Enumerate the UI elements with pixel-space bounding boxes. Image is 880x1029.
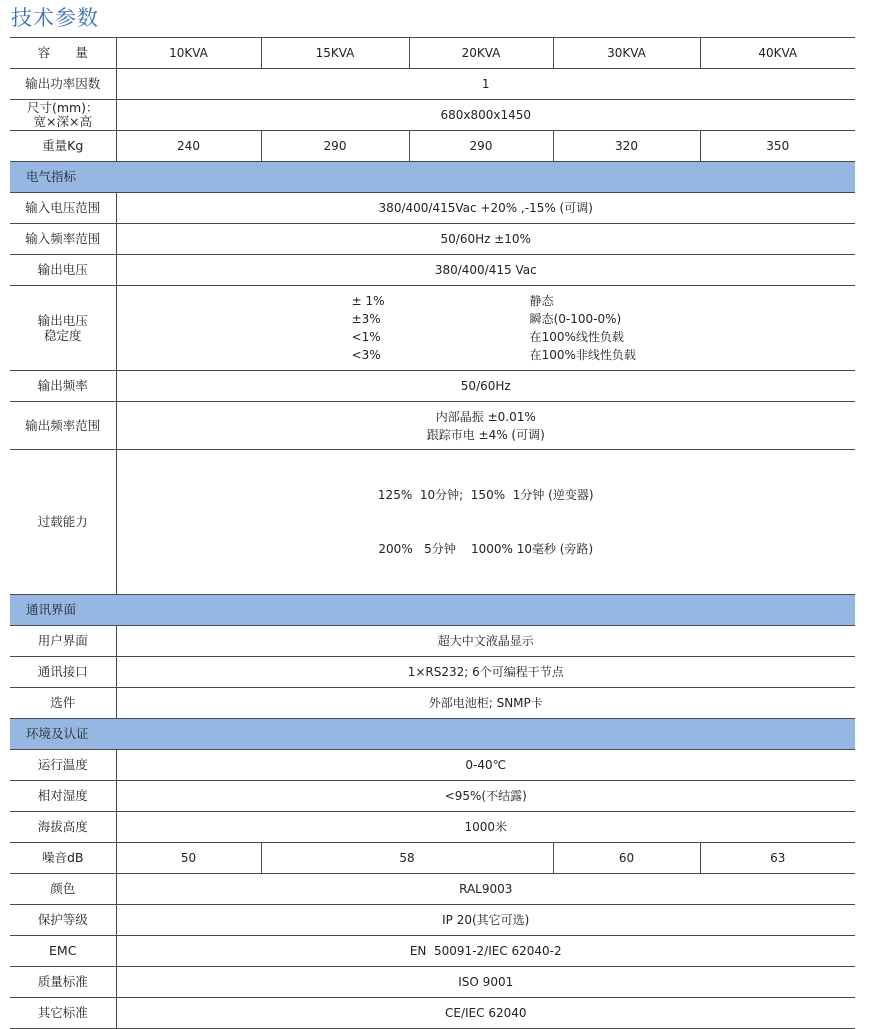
dimensions-value: 680x800x1450 xyxy=(116,100,855,131)
other-standard-value: CE/IEC 62040 xyxy=(116,998,855,1029)
weight-15kva: 290 xyxy=(261,131,409,162)
other-standard-label: 其它标准 xyxy=(10,998,116,1029)
color-value: RAL9003 xyxy=(116,874,855,905)
frequency-range-label: 输出频率范围 xyxy=(10,402,116,450)
overload-line1: 125% 10分钟; 150% 1分钟 (逆变器) xyxy=(377,488,594,502)
table-row xyxy=(10,998,855,1029)
user-interface-label: 用户界面 xyxy=(10,626,116,657)
table-row xyxy=(10,286,855,371)
capacity-label: 容 量 xyxy=(10,38,116,69)
emc-value: EN 50091-2/IEC 62040-2 xyxy=(116,936,855,967)
table-row xyxy=(10,843,855,874)
stability-condition: 瞬态(0-100-0%) xyxy=(529,312,622,326)
list-item xyxy=(352,328,636,346)
list-item xyxy=(352,310,636,328)
capacity-10kva: 10KVA xyxy=(116,38,261,69)
table-row xyxy=(10,657,855,688)
table-row xyxy=(10,905,855,936)
frequency-range-line1: 内部晶振 ±0.01% xyxy=(435,409,536,424)
output-voltage-value: 380/400/415 Vac xyxy=(116,255,855,286)
weight-40kva: 350 xyxy=(700,131,855,162)
stability-condition: 在100%线性负载 xyxy=(529,330,624,344)
operating-temp-label: 运行温度 xyxy=(10,750,116,781)
protection-value: IP 20(其它可选) xyxy=(116,905,855,936)
table-row xyxy=(10,402,855,450)
humidity-label: 相对湿度 xyxy=(10,781,116,812)
table-row xyxy=(10,688,855,719)
table-row xyxy=(10,936,855,967)
stability-value: ± 1% xyxy=(351,294,385,308)
overload-value xyxy=(116,450,855,595)
input-voltage-label: 输入电压范围 xyxy=(10,193,116,224)
humidity-value: <95%(不结露) xyxy=(116,781,855,812)
altitude-value: 1000米 xyxy=(116,812,855,843)
weight-10kva: 240 xyxy=(116,131,261,162)
dimensions-label-line2: 宽×深×高 xyxy=(33,114,92,129)
section-header-comm xyxy=(10,595,855,626)
spec-table xyxy=(10,37,855,1029)
table-row xyxy=(10,812,855,843)
noise-label: 噪音dB xyxy=(10,843,116,874)
comm-port-label: 通讯接口 xyxy=(10,657,116,688)
altitude-label: 海拔高度 xyxy=(10,812,116,843)
stability-value: ±3% xyxy=(351,312,381,326)
stability-value: <1% xyxy=(351,330,381,344)
table-row xyxy=(10,224,855,255)
protection-label: 保护等级 xyxy=(10,905,116,936)
table-row xyxy=(10,38,855,69)
output-frequency-label: 输出频率 xyxy=(10,371,116,402)
capacity-20kva: 20KVA xyxy=(409,38,553,69)
table-row xyxy=(10,100,855,131)
section-title-environment: 环境及认证 xyxy=(10,719,855,750)
overload-line2: 200% 5分钟 1000% 10毫秒 (旁路) xyxy=(378,542,594,556)
dimensions-label xyxy=(10,100,116,131)
voltage-stability-value xyxy=(116,286,855,371)
quality-standard-value: ISO 9001 xyxy=(116,967,855,998)
output-frequency-value: 50/60Hz xyxy=(116,371,855,402)
section-header-environment xyxy=(10,719,855,750)
table-row xyxy=(10,371,855,402)
input-voltage-value: 380/400/415Vac +20% ,-15% (可调) xyxy=(116,193,855,224)
voltage-stability-label-line1: 输出电压 xyxy=(37,313,88,328)
color-label: 颜色 xyxy=(10,874,116,905)
frequency-range-line2: 跟踪市电 ±4% (可调) xyxy=(426,427,545,442)
capacity-40kva: 40KVA xyxy=(700,38,855,69)
stability-value: <3% xyxy=(351,348,381,362)
table-row xyxy=(10,874,855,905)
emc-label: EMC xyxy=(10,936,116,967)
overload-label: 过载能力 xyxy=(10,450,116,595)
options-label: 选件 xyxy=(10,688,116,719)
table-row xyxy=(10,193,855,224)
noise-40kva: 63 xyxy=(700,843,855,874)
section-title-electrical: 电气指标 xyxy=(10,162,855,193)
section-title-comm: 通讯界面 xyxy=(10,595,855,626)
operating-temp-value: 0-40℃ xyxy=(116,750,855,781)
noise-10kva: 50 xyxy=(116,843,261,874)
pf-label: 输出功率因数 xyxy=(10,69,116,100)
output-voltage-label: 输出电压 xyxy=(10,255,116,286)
capacity-30kva: 30KVA xyxy=(553,38,700,69)
capacity-15kva: 15KVA xyxy=(261,38,409,69)
table-row xyxy=(10,450,855,595)
noise-30kva: 60 xyxy=(553,843,700,874)
table-row xyxy=(10,131,855,162)
weight-label: 重量Kg xyxy=(10,131,116,162)
stability-condition: 静态 xyxy=(529,294,554,308)
stability-condition: 在100%非线性负载 xyxy=(529,348,636,362)
dimensions-label-line1: 尺寸(mm)： xyxy=(26,100,99,115)
table-row xyxy=(10,750,855,781)
stability-list xyxy=(352,292,636,364)
voltage-stability-label-line2: 稳定度 xyxy=(43,328,82,343)
input-frequency-value: 50/60Hz ±10% xyxy=(116,224,855,255)
input-frequency-label: 输入频率范围 xyxy=(10,224,116,255)
page-title: 技术参数 xyxy=(11,6,99,30)
frequency-range-value xyxy=(116,402,855,450)
table-row xyxy=(10,967,855,998)
weight-20kva: 290 xyxy=(409,131,553,162)
list-item xyxy=(352,346,636,364)
voltage-stability-label xyxy=(10,286,116,371)
noise-15-20kva: 58 xyxy=(261,843,553,874)
table-row xyxy=(10,626,855,657)
quality-standard-label: 质量标准 xyxy=(10,967,116,998)
pf-value: 1 xyxy=(116,69,855,100)
table-row xyxy=(10,781,855,812)
options-value: 外部电池柜; SNMP卡 xyxy=(116,688,855,719)
table-row xyxy=(10,69,855,100)
section-header-electrical xyxy=(10,162,855,193)
user-interface-value: 超大中文液晶显示 xyxy=(116,626,855,657)
table-row xyxy=(10,255,855,286)
list-item xyxy=(352,292,636,310)
weight-30kva: 320 xyxy=(553,131,700,162)
comm-port-value: 1×RS232; 6个可编程干节点 xyxy=(116,657,855,688)
